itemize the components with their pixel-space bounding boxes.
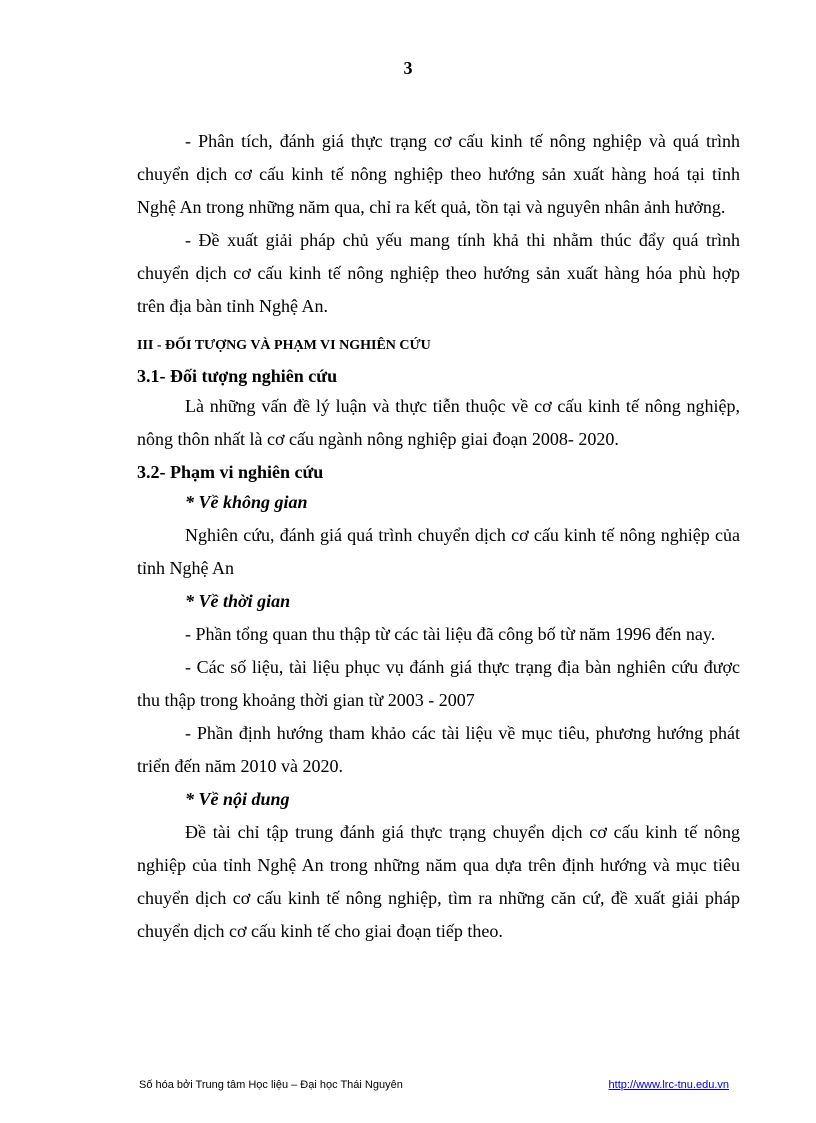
heading-time: * Về thời gian (185, 591, 291, 611)
paragraph-time-2: - Các số liệu, tài liệu phục vụ đánh giá thực trạng địa bàn nghiên cứu được thu thập trong khoảng thời gian từ 2003 - 2007 (137, 657, 740, 710)
subsection-heading-scope: 3.2- Phạm vi nghiên cứu (137, 462, 324, 482)
page-number: 3 (403, 58, 413, 78)
footer-link[interactable]: http://www.lrc-tnu.edu.vn (608, 1079, 729, 1091)
paragraph-analysis: - Phân tích, đánh giá thực trạng cơ cấu kinh tế nông nghiệp và quá trình chuyển dịch cơ cấu kinh tế nông nghiệp theo hướng sản xuất hàng hoá tại tỉnh Nghệ An trong những năm qua, chỉ ra kết quả, tồn tại và nguyên nhân ảnh hưởng. (137, 131, 740, 217)
page-footer (139, 1079, 729, 1095)
footer-credit: Số hóa bởi Trung tâm Học liệu – Đại học Thái Nguyên (139, 1079, 403, 1091)
paragraph-space: Nghiên cứu, đánh giá quá trình chuyển dịch cơ cấu kinh tế nông nghiệp của tỉnh Nghệ An (137, 525, 740, 578)
paragraph-content: Đề tài chỉ tập trung đánh giá thực trạng chuyển dịch cơ cấu kinh tế nông nghiệp của tỉnh Nghệ An trong những năm qua dựa trên định hướng và mục tiêu chuyển dịch cơ cấu kinh tế nông nghiệp, tìm ra những căn cứ, đề xuất giải pháp chuyển dịch cơ cấu kinh tế cho giai đoạn tiếp theo. (137, 822, 740, 941)
section-heading: III - ĐỐI TƯỢNG VÀ PHẠM VI NGHIÊN CỨU (137, 338, 431, 353)
heading-space: * Về không gian (185, 492, 308, 512)
document-body (137, 125, 740, 948)
subsection-heading-object: 3.1- Đối tượng nghiên cứu (137, 366, 338, 386)
heading-content: * Về nội dung (185, 789, 290, 809)
paragraph-time-3: - Phần định hướng tham khảo các tài liệu về mục tiêu, phương hướng phát triển đến năm 2010 và 2020. (137, 723, 740, 776)
paragraph-time-1: - Phần tổng quan thu thập từ các tài liệu đã công bố từ năm 1996 đến nay. (185, 624, 716, 644)
paragraph-proposal: - Đề xuất giải pháp chủ yếu mang tính khả thi nhằm thúc đẩy quá trình chuyển dịch cơ cấu kinh tế nông nghiệp theo hướng sản xuất hàng hóa phù hợp trên địa bàn tỉnh Nghệ An. (137, 230, 740, 316)
paragraph-object: Là những vấn đề lý luận và thực tiễn thuộc về cơ cấu kinh tế nông nghiệp, nông thôn nhất là cơ cấu ngành nông nghiệp giai đoạn 2008- 2020. (137, 396, 740, 449)
